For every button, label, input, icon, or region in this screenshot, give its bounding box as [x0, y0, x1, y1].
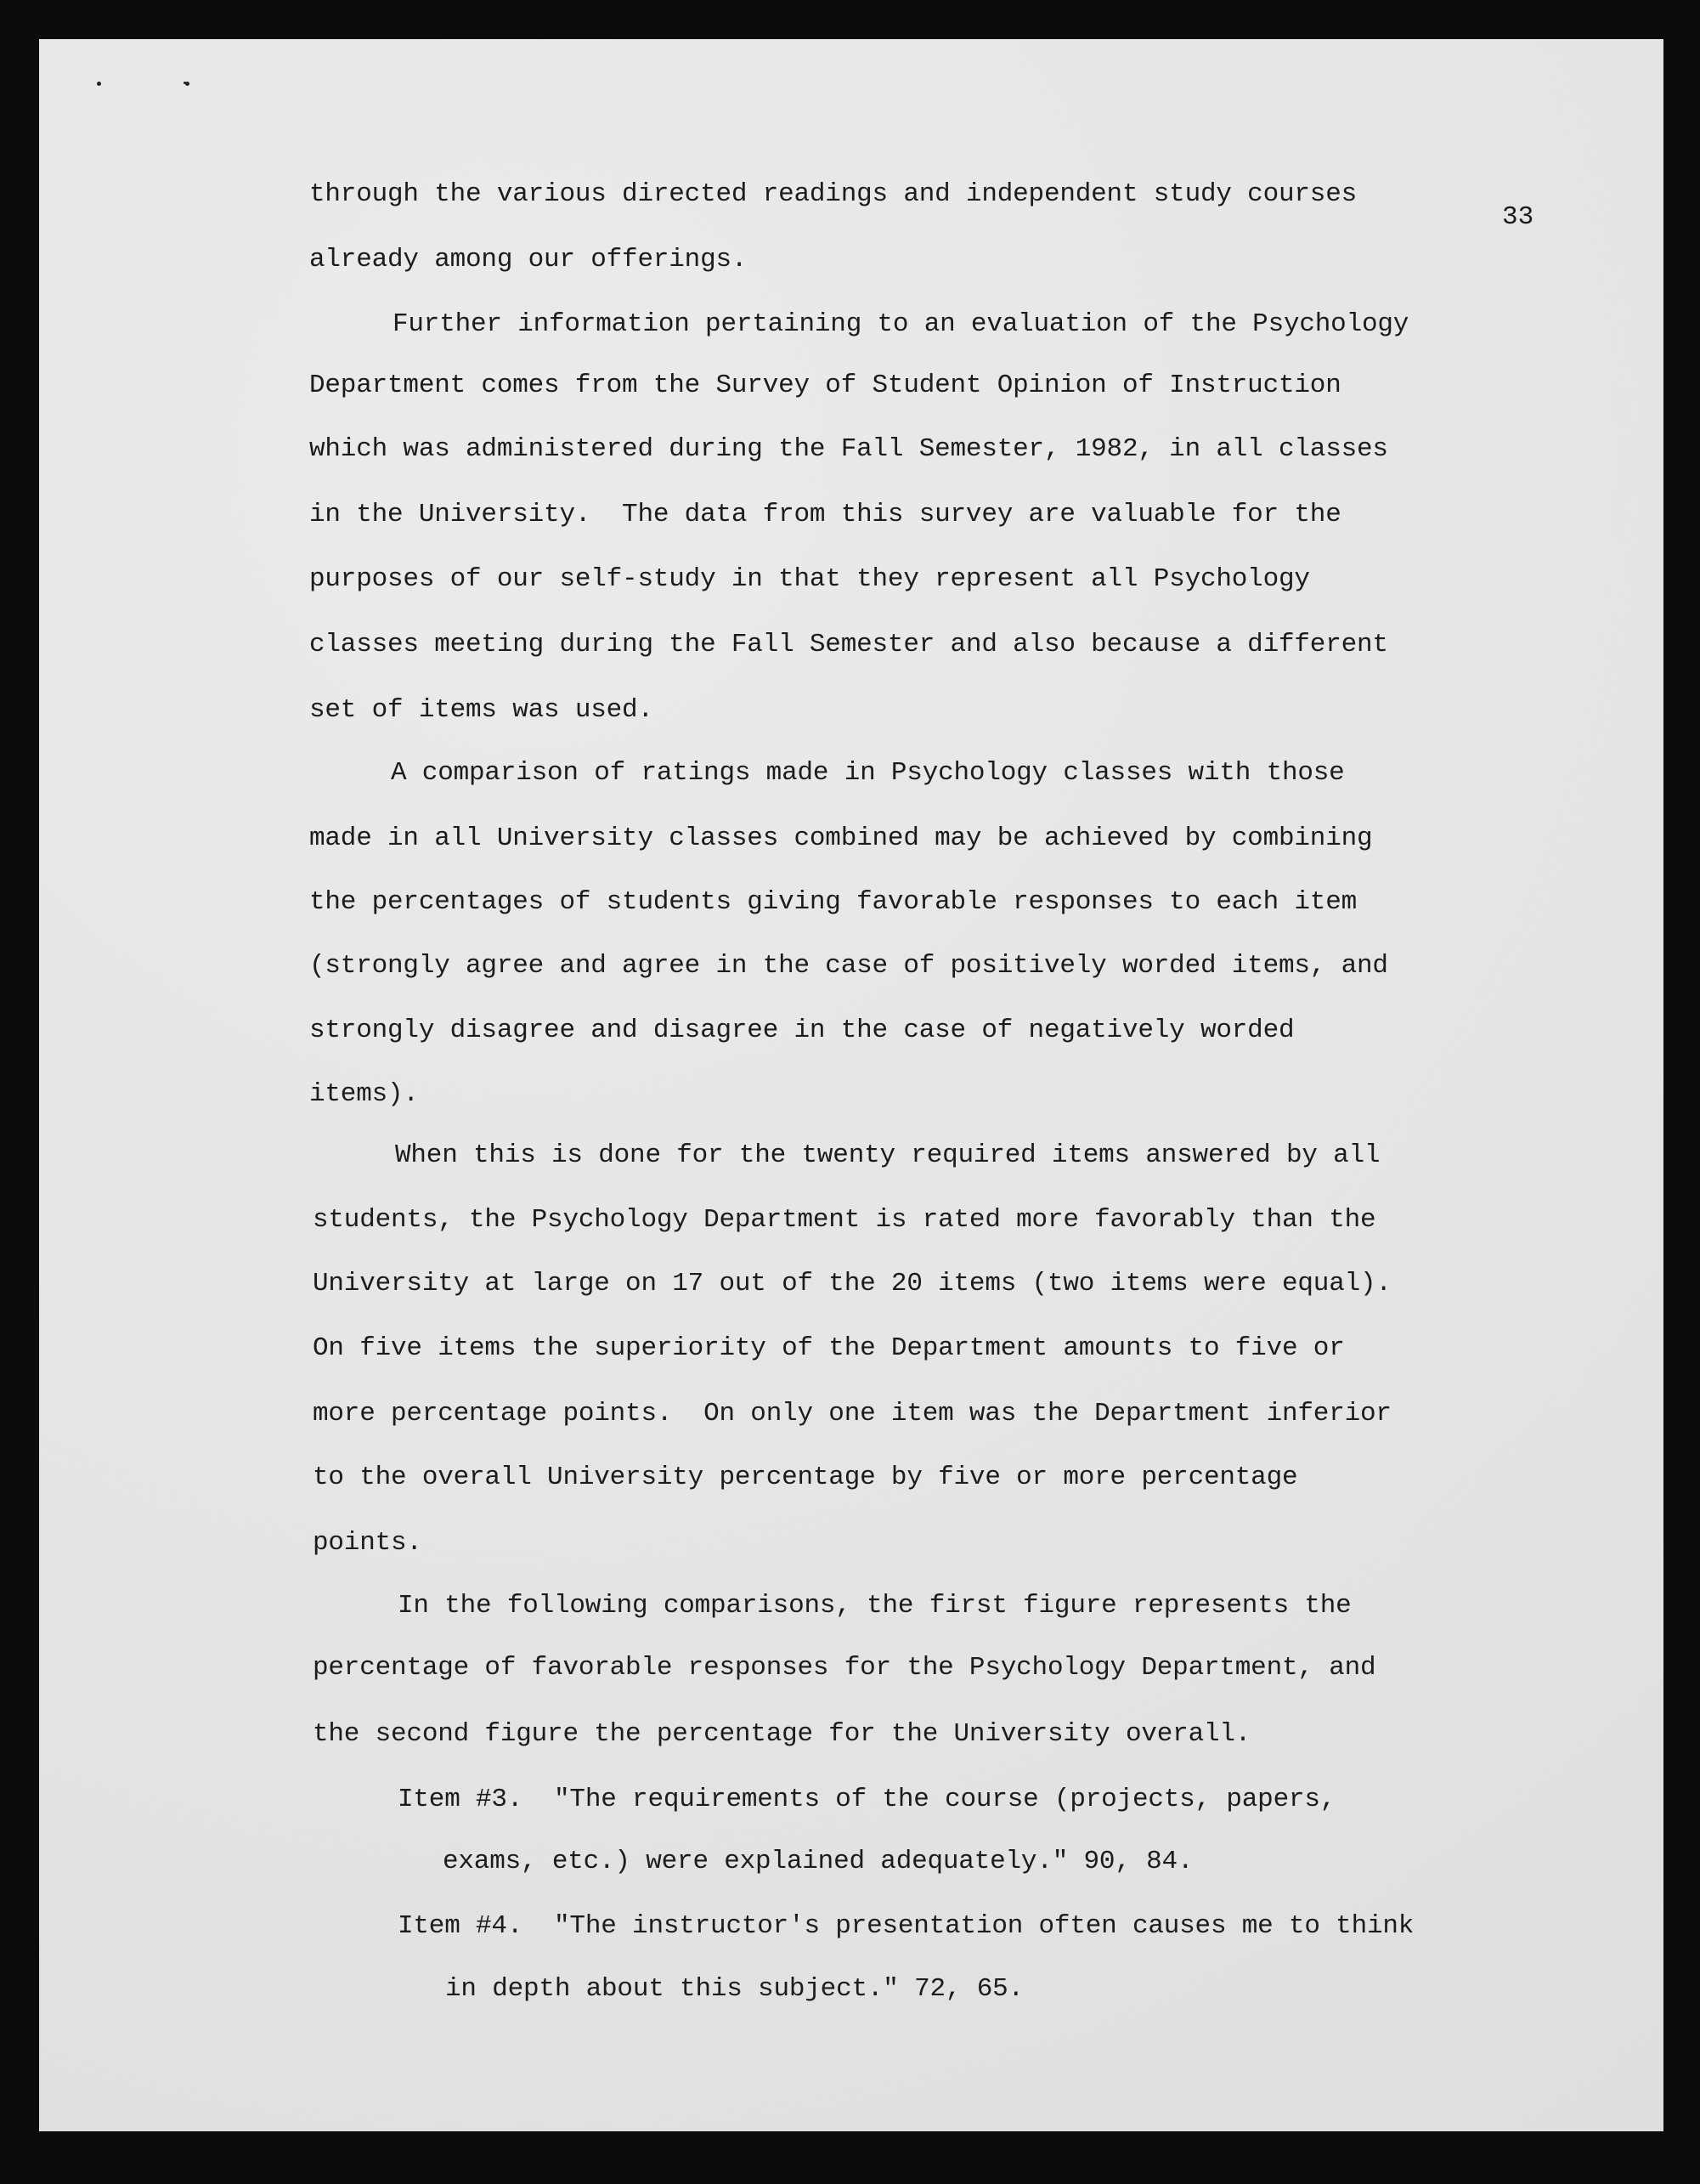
text-line: in the University. The data from this survey are valuable for the [309, 500, 1341, 529]
text-line: set of items was used. [309, 695, 653, 725]
text-line: students, the Psychology Department is rated more favorably than the [313, 1205, 1376, 1235]
text-line: to the overall University percentage by five or more percentage [313, 1463, 1298, 1492]
punch-mark-icon [97, 82, 101, 86]
paragraph-start: A comparison of ratings made in Psychology classes with those [391, 758, 1345, 788]
text-line: already among our offerings. [309, 245, 748, 274]
text-line: the second figure the percentage for the University overall. [313, 1719, 1251, 1749]
text-line: University at large on 17 out of the 20 items (two items were equal). [313, 1269, 1392, 1299]
text-line: items). [309, 1079, 419, 1109]
item-4-continuation: in depth about this subject." 72, 65. [445, 1974, 1024, 2004]
text-line: (strongly agree and agree in the case of positively worded items, and [309, 951, 1388, 981]
paragraph-start: When this is done for the twenty required items answered by all [395, 1140, 1381, 1170]
item-4-line: Item #4. "The instructor's presentation often causes me to think [398, 1911, 1415, 1941]
text-line: which was administered during the Fall Semester, 1982, in all classes [309, 434, 1388, 464]
text-line: points. [313, 1528, 422, 1558]
paragraph-start: In the following comparisons, the first figure represents the [398, 1591, 1352, 1621]
paragraph-start: Further information pertaining to an evaluation of the Psychology [393, 309, 1409, 339]
punch-mark-icon [185, 82, 189, 86]
text-line: made in all University classes combined may be achieved by combining [309, 823, 1373, 853]
text-line: strongly disagree and disagree in the case of negatively worded [309, 1016, 1295, 1045]
document-page [39, 39, 1663, 2131]
page-number: 33 [1502, 202, 1534, 232]
text-line: more percentage points. On only one item was the Department inferior [313, 1399, 1392, 1429]
text-line: the percentages of students giving favorable responses to each item [309, 887, 1358, 917]
item-3-line: Item #3. "The requirements of the course (projects, papers, [398, 1785, 1336, 1814]
text-line: purposes of our self-study in that they represent all Psychology [309, 564, 1310, 594]
text-line: On five items the superiority of the Department amounts to five or [313, 1333, 1345, 1363]
text-line: through the various directed readings and independent study courses [309, 179, 1358, 209]
item-3-continuation: exams, etc.) were explained adequately." 90, 84. [443, 1847, 1194, 1876]
text-line: Department comes from the Survey of Student Opinion of Instruction [309, 371, 1341, 400]
text-line: percentage of favorable responses for the Psychology Department, and [313, 1653, 1376, 1683]
text-line: classes meeting during the Fall Semester and also because a different [309, 630, 1388, 659]
